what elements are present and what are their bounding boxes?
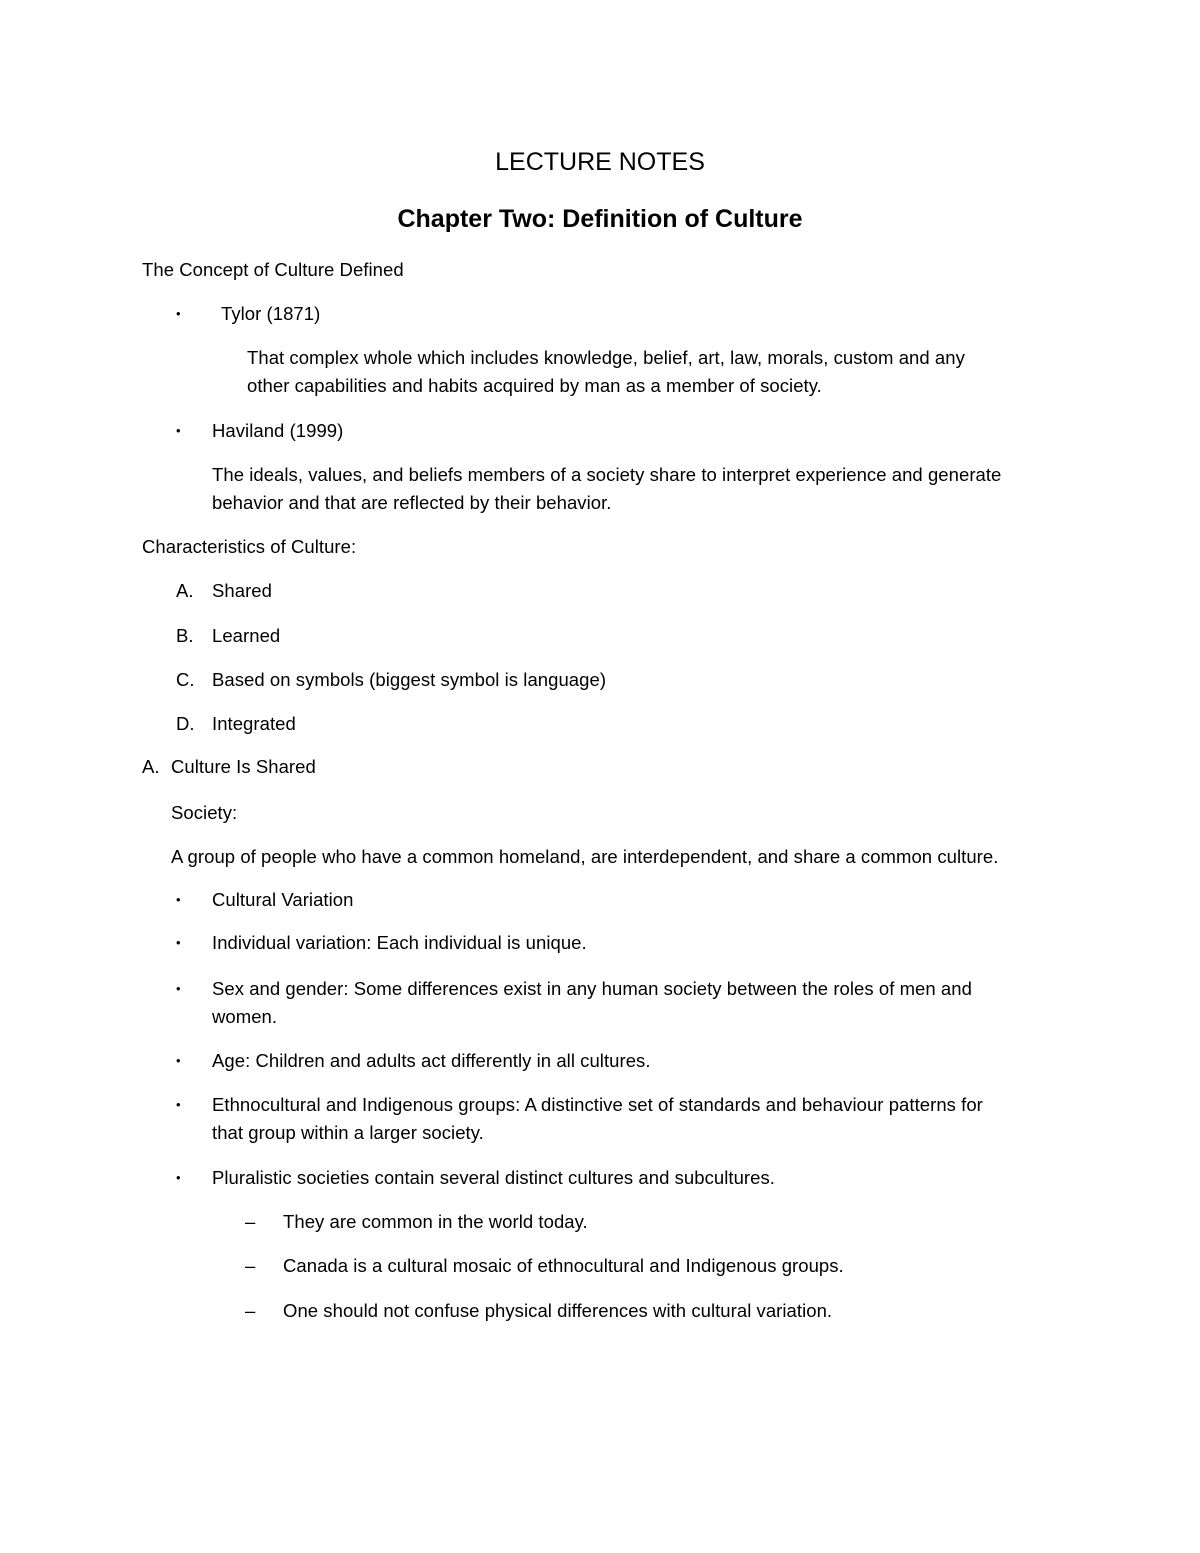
pluralistic-subitem: One should not confuse physical differences with cultural variation. bbox=[283, 1300, 833, 1321]
characteristic-letter: D. bbox=[176, 713, 195, 734]
variation-item: Ethnocultural and Indigenous groups: A distinctive set of standards and behaviour patterns for bbox=[212, 1094, 983, 1115]
bullet-icon: • bbox=[176, 892, 181, 907]
variation-item-continuation: that group within a larger society. bbox=[212, 1122, 484, 1143]
concept-heading: The Concept of Culture Defined bbox=[142, 259, 404, 280]
bullet-icon: • bbox=[176, 935, 181, 950]
dash-icon: – bbox=[245, 1300, 256, 1321]
variation-item-continuation: women. bbox=[212, 1006, 278, 1027]
tylor-name: Tylor (1871) bbox=[221, 303, 321, 324]
tylor-definition-line2: other capabilities and habits acquired by man as a member of society. bbox=[247, 375, 822, 396]
characteristic-text: Learned bbox=[212, 625, 281, 646]
bullet-icon: • bbox=[176, 423, 181, 438]
characteristics-heading: Characteristics of Culture: bbox=[142, 536, 357, 557]
dash-icon: – bbox=[245, 1211, 256, 1232]
society-label: Society: bbox=[171, 802, 238, 823]
bullet-icon: • bbox=[176, 306, 181, 321]
section-a-letter: A. bbox=[142, 756, 160, 777]
section-a-heading: Culture Is Shared bbox=[171, 756, 316, 777]
chapter-title: Chapter Two: Definition of Culture bbox=[397, 205, 803, 233]
variation-item: Age: Children and adults act differently in all cultures. bbox=[212, 1050, 651, 1071]
characteristic-text: Shared bbox=[212, 580, 272, 601]
characteristic-letter: B. bbox=[176, 625, 194, 646]
society-definition: A group of people who have a common homeland, are interdependent, and share a common culture. bbox=[171, 846, 999, 867]
variation-item: Pluralistic societies contain several distinct cultures and subcultures. bbox=[212, 1167, 775, 1188]
characteristic-letter: A. bbox=[176, 580, 194, 601]
bullet-icon: • bbox=[176, 1170, 181, 1185]
characteristic-letter: C. bbox=[176, 669, 195, 690]
document-title: LECTURE NOTES bbox=[495, 148, 705, 176]
dash-icon: – bbox=[245, 1255, 256, 1276]
characteristic-text: Integrated bbox=[212, 713, 296, 734]
pluralistic-subitem: Canada is a cultural mosaic of ethnocultural and Indigenous groups. bbox=[283, 1255, 844, 1276]
variation-item: Individual variation: Each individual is unique. bbox=[212, 932, 587, 953]
bullet-icon: • bbox=[176, 1097, 181, 1112]
tylor-definition-line1: That complex whole which includes knowledge, belief, art, law, morals, custom and any bbox=[247, 347, 965, 368]
variation-item: Cultural Variation bbox=[212, 889, 354, 910]
haviland-definition-line2: behavior and that are reflected by their behavior. bbox=[212, 492, 612, 513]
characteristic-text: Based on symbols (biggest symbol is language) bbox=[212, 669, 607, 690]
variation-item: Sex and gender: Some differences exist in any human society between the roles of men and bbox=[212, 978, 972, 999]
haviland-name: Haviland (1999) bbox=[212, 420, 344, 441]
bullet-icon: • bbox=[176, 1053, 181, 1068]
bullet-icon: • bbox=[176, 981, 181, 996]
haviland-definition-line1: The ideals, values, and beliefs members of a society share to interpret experience and generate bbox=[212, 464, 1002, 485]
pluralistic-subitem: They are common in the world today. bbox=[283, 1211, 588, 1232]
